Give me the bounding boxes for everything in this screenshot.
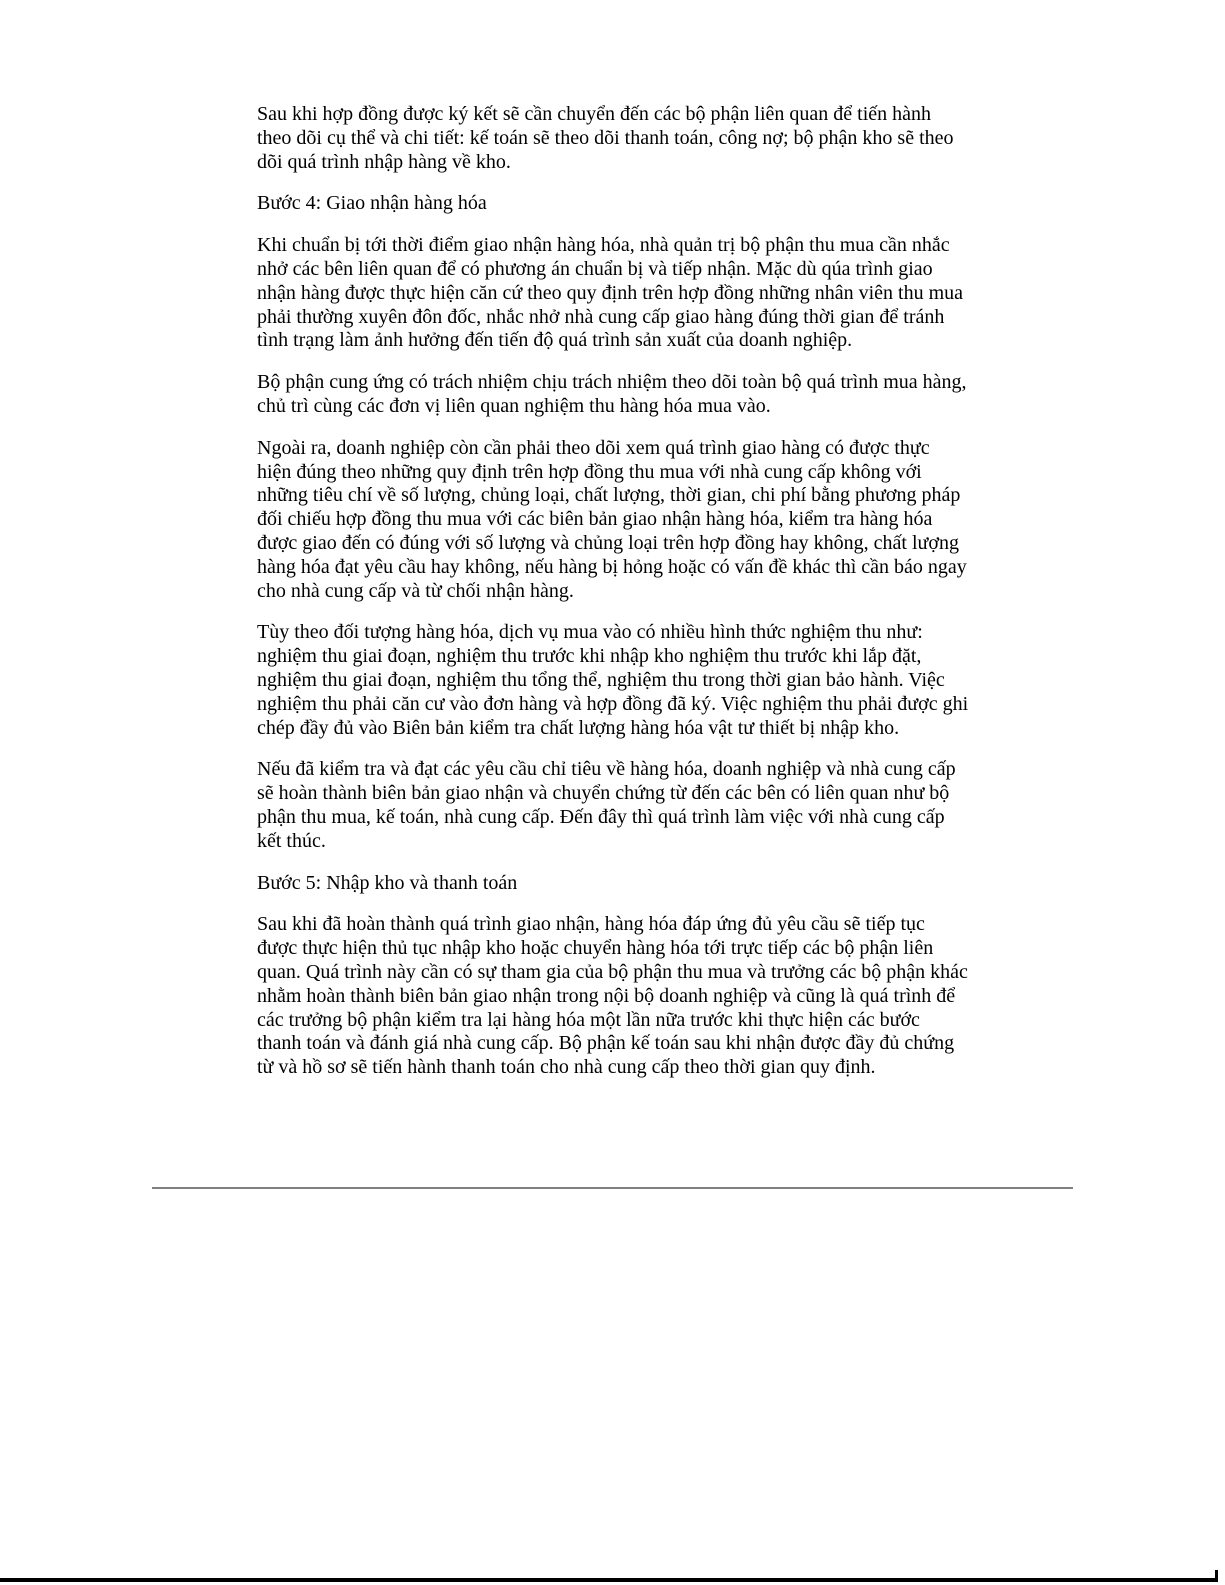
paragraph: Khi chuẩn bị tới thời điểm giao nhận hàng hóa, nhà quản trị bộ phận thu mua cần nhắc nhở các bên liên quan để có phương án chuẩn bị và tiếp nhận. Mặc dù qúa trình giao nhận hàng được thực hiện căn cứ theo quy định trên hợp đồng những nhân viên thu mua phải thường xuyên đôn đốc, nhắc nhở nhà cung cấp giao hàng đúng thời gian để tránh tình trạng làm ảnh hưởng đến tiến độ quá trình sản xuất của doanh nghiệp. [257, 234, 964, 352]
paragraph: Bộ phận cung ứng có trách nhiệm chịu trách nhiệm theo dõi toàn bộ quá trình mua hàng, chủ trì cùng các đơn vị liên quan nghiệm thu hàng hóa mua vào. [257, 371, 967, 417]
horizontal-rule [152, 1187, 1073, 1189]
paragraph: Nếu đã kiểm tra và đạt các yêu cầu chỉ tiêu về hàng hóa, doanh nghiệp và nhà cung cấp sẽ hoàn thành biên bản giao nhận và chuyển chứng từ đến các bên có liên quan như bộ phận thu mua, kế toán, nhà cung cấp. Đến đây thì quá trình làm việc với nhà cung cấp kết thúc. [257, 758, 956, 852]
step-5-heading: Bước 5: Nhập kho và thanh toán [257, 871, 518, 894]
step-4-heading: Bước 4: Giao nhận hàng hóa [257, 192, 487, 215]
document-body [257, 103, 969, 1098]
paragraph: Tùy theo đối tượng hàng hóa, dịch vụ mua vào có nhiều hình thức nghiệm thu như: nghiệm thu giai đoạn, nghiệm thu trước khi nhập kho nghiệm thu trước khi lắp đặt, nghiệm thu giai đoạn, nghiệm thu tổng thể, nghiệm thu trong thời gian bảo hành. Việc nghiệm thu phải căn cư vào đơn hàng và hợp đồng đã ký. Việc nghiệm thu phải được ghi chép đầy đủ vào Biên bản kiểm tra chất lượng hàng hóa vật tư thiết bị nhập kho. [257, 621, 969, 739]
bottom-edge-bar [0, 1578, 1218, 1582]
paragraph: Ngoài ra, doanh nghiệp còn cần phải theo dõi xem quá trình giao hàng có được thực hiện đúng theo những quy định trên hợp đồng thu mua với nhà cung cấp không với những tiêu chí về số lượng, chủng loại, chất lượng, thời gian, chi phí bằng phương pháp đối chiếu hợp đồng thu mua với các biên bản giao nhận hàng hóa, kiểm tra hàng hóa được giao đến có đúng với số lượng và chủng loại trên hợp đồng hay không, chất lượng hàng hóa đạt yêu cầu hay không, nếu hàng bị hỏng hoặc có vấn đề khác thì cần báo ngay cho nhà cung cấp và từ chối nhận hàng. [257, 436, 967, 602]
paragraph: Sau khi đã hoàn thành quá trình giao nhận, hàng hóa đáp ứng đủ yêu cầu sẽ tiếp tục được thực hiện thủ tục nhập kho hoặc chuyển hàng hóa tới trực tiếp các bộ phận liên quan. Quá trình này cần có sự tham gia của bộ phận thu mua và trưởng các bộ phận khác nhằm hoàn thành biên bản giao nhận trong nội bộ doanh nghiệp và cũng là quá trình để các trưởng bộ phận kiểm tra lại hàng hóa một lần nữa trước khi thực hiện các bước thanh toán và đánh giá nhà cung cấp. Bộ phận kế toán sau khi nhận được đầy đủ chứng từ và hồ sơ sẽ tiến hành thanh toán cho nhà cung cấp theo thời gian quy định. [257, 913, 968, 1079]
paragraph: Sau khi hợp đồng được ký kết sẽ cần chuyển đến các bộ phận liên quan để tiến hành theo dõi cụ thể và chi tiết: kế toán sẽ theo dõi thanh toán, công nợ; bộ phận kho sẽ theo dõi quá trình nhập hàng về kho. [257, 103, 954, 173]
bottom-edge-bar-right-tick [1215, 1570, 1218, 1578]
